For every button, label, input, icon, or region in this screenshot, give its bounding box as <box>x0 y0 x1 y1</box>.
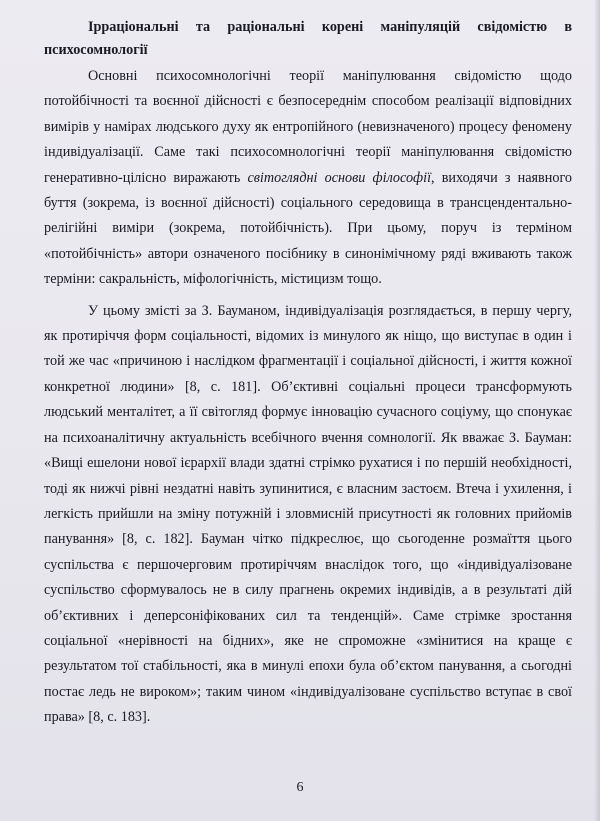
paragraph-1-text-b: , виходячи з наявного буття (зокрема, із воєнної дійсності) соціального середовища в трансцендентально-релігійні виміри (зокрема, потойбічність). При цьому, поруч із терміном «потойбічність» автори означеного посібнику в синонімічному ряді вживають також терміни: сакральність, міфологічність, містицизм тощо. <box>44 169 572 288</box>
paragraph-2: У цьому змісті за З. Бауманом, індивідуалізація розглядається, в першу чергу, як протиріччя форм соціальності, відомих із минулого як ніщо, що виступає в один і той же час «причиною і наслідком фрагментації і соціальної дійсності, і життя кожної конкретної людини» [8, с. 181]. Об’єктивні соціальні процеси трансформують людський менталітет, а її світогляд формує інновацію сучасного соціуму, що спонукає на психоаналітичну актуальність всебічного вчення сомнології. Як вважає З. Бауман: «Вищі ешелони нової ієрархії влади здатні стрімко рухатися і по першій необхідності, тоді як нижчі рівні нездатні навіть зупинитися, є власним застоєм. Втеча і ухилення, і легкість прийшли на зміну потужній і зловмисній присутності як головних прийомів панування» [8, с. 182]. Бауман чітко підкреслює, що сьогоденне розмаїття цього суспільства є першочерговим протиріччям внаслідок того, що «індивідуалізоване суспільство сформувалось не в силу прагнень окремих індивідів, а в результаті дій об’єктивних і деперсоніфікованих сил та тенденцій». Саме стрімке зростання соціальної «нерівності на бідних», яке не спроможне «змінитися на краще є результатом тої стабільності, яка в минулі епохи була об’єктом панування, а сьогодні постає ледь не вироком»; таким чином «індивідуалізоване суспільство вступає в свої права» [8, с. 183]. <box>44 302 572 726</box>
page-edge-shadow <box>594 0 600 821</box>
section-heading: Ірраціональні та раціональні корені маніпуляцій свідомістю в психосомнології <box>44 19 572 58</box>
page-number: 6 <box>296 780 304 795</box>
paragraph-1-text-a: Основні психосомнологічні теорії маніпулювання свідомістю щодо потойбічності та воєнної дійсності є безпосереднім способом реалізації відповідних вимірів у намірах людського духу як ентропійного (невизначеного) процесу феномену індивідуалізації. Саме такі психосомнологічні теорії маніпулювання свідомістю генеративно-цілісно виражають <box>44 68 572 186</box>
paragraph-1 <box>44 64 572 293</box>
paragraph-1-emphasis: світоглядні основи філософії <box>247 169 432 186</box>
